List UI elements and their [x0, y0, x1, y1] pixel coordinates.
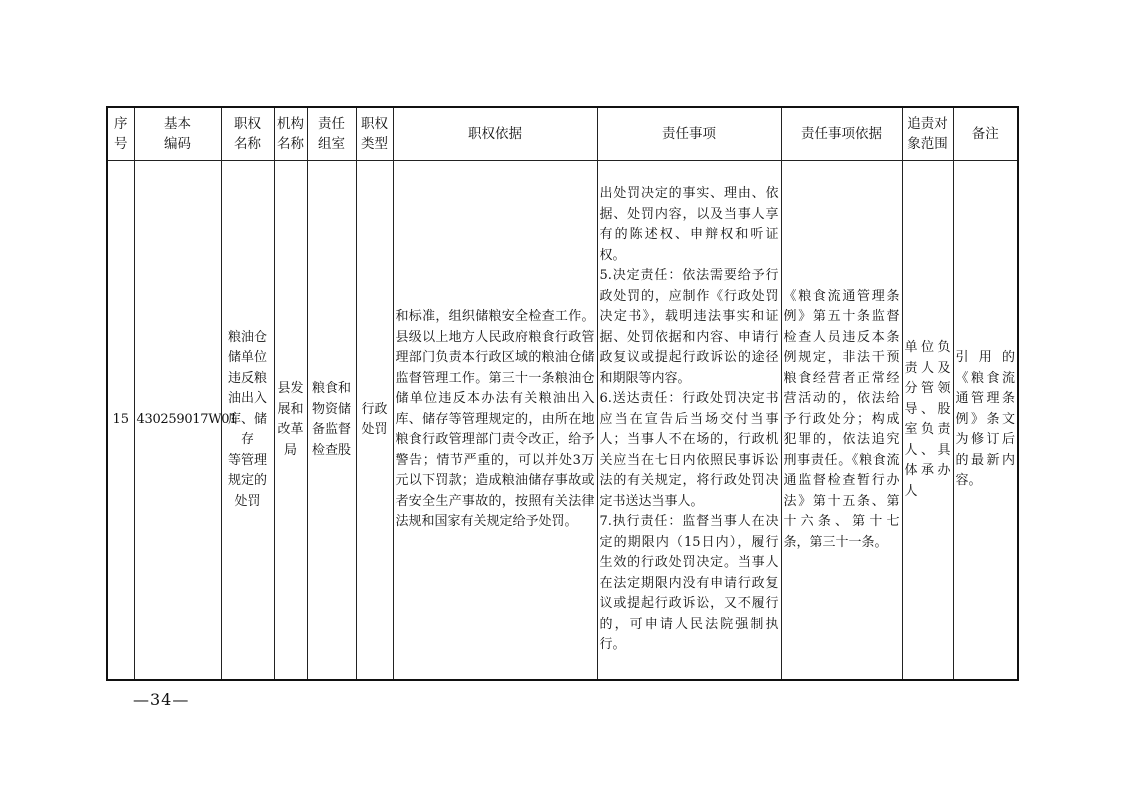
row-type: 行政 处罚 [356, 161, 393, 681]
row-duty-basis: 《粮食流通管理条例》第五十条监督检查人员违反本条例规定，非法干预粮食经营者正常经营活动的，依法给予行政处分；构成犯罪的，依法追究刑事责任。《粮食流通监督检查暂行办法》第十五条、第十六条、第十七条，第三十一条。 [781, 161, 902, 681]
header-duties: 责任事项 [597, 107, 781, 161]
page-number: —34— [133, 690, 190, 709]
header-basis: 职权依据 [393, 107, 597, 161]
header-type: 职权 类型 [356, 107, 393, 161]
row-remark: 引用的《粮食流通管理条例》条文为修订后的最新内容。 [953, 161, 1018, 681]
table-header-row [107, 107, 1018, 161]
row-scope: 单位负责人及分管领导、股室负责人、具体承办人 [902, 161, 953, 681]
row-office: 粮食和 物资储 备监督 检查股 [307, 161, 356, 681]
row-seq: 15 [107, 161, 134, 681]
header-name: 职权 名称 [221, 107, 274, 161]
row-org: 县发 展和 改革 局 [274, 161, 307, 681]
row-basis: 和标准，组织储粮安全检查工作。县级以上地方人民政府粮食行政管理部门负责本行政区域的粮油仓储监督管理工作。第三十一条粮油仓储单位违反本办法有关粮油出入库、储存等管理规定的，由所在地粮食行政管理部门责令改正，给予警告；情节严重的，可以并处3万元以下罚款；造成粮油储存事故或者安全生产事故的，按照有关法律法规和国家有关规定给予处罚。 [393, 161, 597, 681]
header-office: 责任 组室 [307, 107, 356, 161]
table-row [107, 161, 1018, 681]
row-duties: 出处罚决定的事实、理由、依据、处罚内容，以及当事人享有的陈述权、申辩权和听证权。 5.决定责任：依法需要给予行政处罚的，应制作《行政处罚决定书》，载明违法事实和证据、处罚依据和内容、申请行政复议或提起行政诉讼的途径和期限等内容。 6.送达责任：行政处罚决定书应当在宣告后当场交付当事人；当事人不在场的，行政机关应当在七日内依照民事诉讼法的有关规定，将行政处罚决定书送达当事人。 7.执行责任：监督当事人在决定的期限内（15日内），履行生效的行政处罚决定。当事人在法定期限内没有申请行政复议或提起行政诉讼，又不履行的，可申请人民法院强制执行。 [597, 161, 781, 681]
header-scope: 追责对 象范围 [902, 107, 953, 161]
header-remark: 备注 [953, 107, 1018, 161]
header-seq: 序 号 [107, 107, 134, 161]
header-duty-basis: 责任事项依据 [781, 107, 902, 161]
responsibility-table [106, 106, 1019, 681]
row-name: 粮油仓 储单位 违反粮 油出入 库、储存 等管理 规定的 处罚 [221, 161, 274, 681]
row-code: 430259017W01 [134, 161, 221, 681]
header-org: 机构 名称 [274, 107, 307, 161]
header-code: 基本 编码 [134, 107, 221, 161]
